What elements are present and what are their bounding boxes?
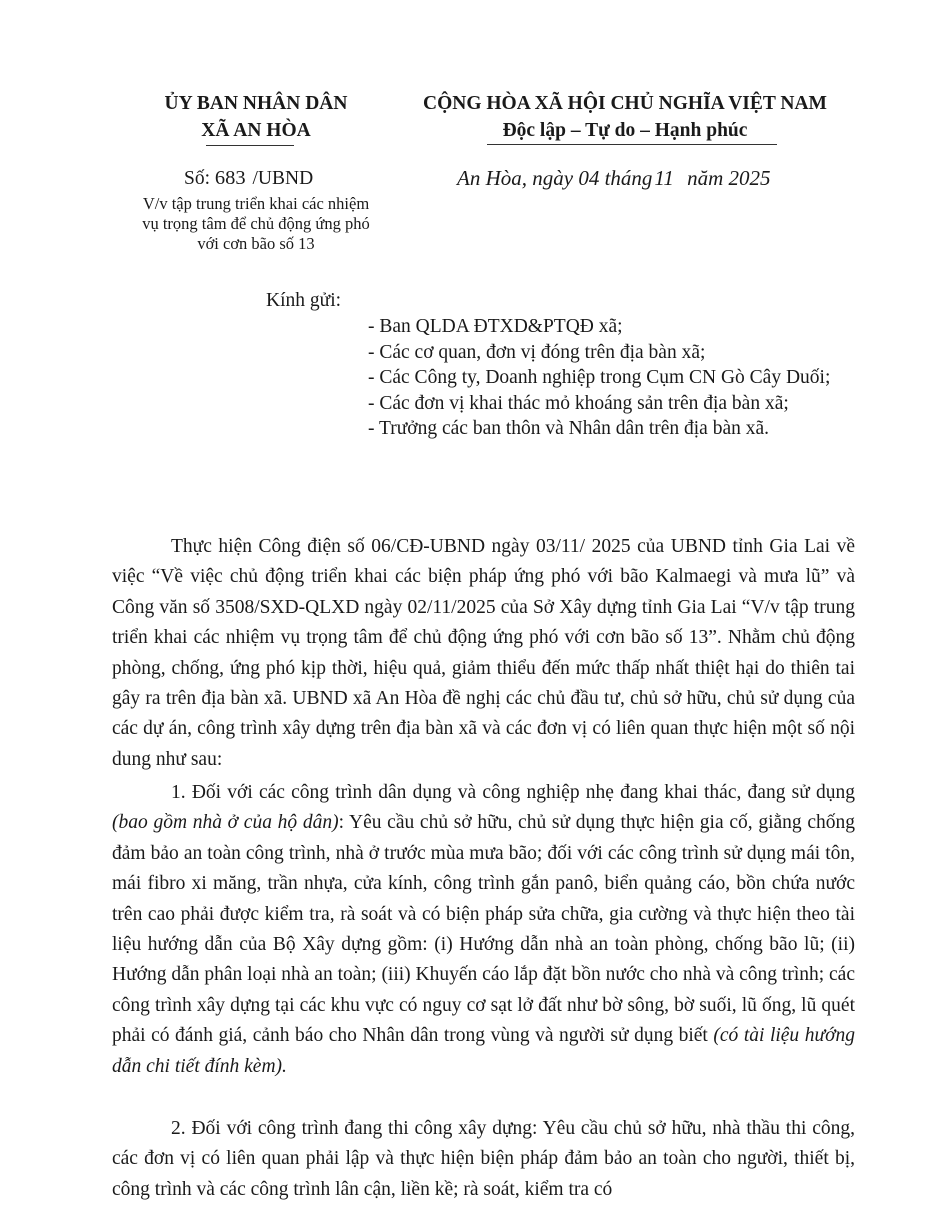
document-date [457, 166, 771, 191]
date-month: 11 [654, 166, 674, 190]
authority-line-1: ỦY BAN NHÂN DÂN [164, 93, 348, 114]
motto-underline [487, 144, 777, 145]
subject-line-1: V/v tập trung triển khai các nhiệm [142, 194, 370, 213]
document-number [184, 167, 364, 190]
intro-paragraph: Thực hiện Công điện số 06/CĐ-UBND ngày 03/11/ 2025 của UBND tỉnh Gia Lai về việc “Về việc chủ động triển khai các biện pháp ứng phó với bão Kalmaegi và mưa lũ” và Công văn số 3508/SXD-QLXD ngày 02/11/2025 của Sở Xây dựng tỉnh Gia Lai “V/v tập trung triển khai các nhiệm vụ trọng tâm để chủ động ứng phó với cơn bão số 13”. Nhằm chủ động phòng, chống, ứng phó kịp thời, hiệu quả, giảm thiểu đến mức thấp nhất thiệt hại do thiên tai gây ra trên địa bàn xã. UBND xã An Hòa đề nghị các chủ đầu tư, chủ sở hữu, chủ sử dụng của các dự án, công trình xây dựng trên địa bàn xã và các đơn vị có liên quan thực hiện một số nội dung như sau: [112, 536, 855, 770]
recipient-item: - Các cơ quan, đơn vị đóng trên địa bàn xã; [368, 341, 706, 363]
subject-line-2: vụ trọng tâm để chủ động ứng phó [142, 214, 370, 233]
item-1-attachment-note: (có tài liệu hướng dẫn chi tiết đính kèm). [112, 1025, 856, 1077]
national-title [400, 90, 850, 144]
item-2-paragraph: 2. Đối với công trình đang thi công xây dựng: Yêu cầu chủ sở hữu, nhà thầu thi công, các đơn vị có liên quan phải lập và thực hiện biện pháp đảm bảo an toàn cho người, thiết bị, công trình và các công trình lân cận, liền kề; rà soát, kiểm tra có [112, 1118, 855, 1200]
subject-line-3: với cơn bão số 13 [197, 234, 315, 253]
recipient-item: - Các đơn vị khai thác mỏ khoáng sản trên địa bàn xã; [368, 392, 789, 414]
document-number-suffix: /UBND [252, 168, 314, 189]
recipient-item: - Các Công ty, Doanh nghiệp trong Cụm CN Gò Cây Duối; [368, 367, 831, 388]
date-day: 04 [578, 166, 600, 190]
document-number-prefix: Số: [184, 168, 211, 189]
item-1-italic-note: (bao gồm nhà ở của hộ dân) [112, 812, 339, 834]
issuing-authority [133, 90, 379, 144]
recipients-list [368, 314, 858, 442]
date-place: An Hòa, ngày [457, 166, 574, 190]
item-1-text-a: 1. Đối với các công trình dân dụng và công nghiệp nhẹ đang khai thác, đang sử dụng [171, 782, 855, 803]
date-year: năm 2025 [687, 166, 771, 190]
document-subject [120, 194, 392, 254]
national-motto: Độc lập – Tự do – Hạnh phúc [502, 120, 748, 141]
authority-underline [206, 145, 294, 146]
recipients-label: Kính gửi: [266, 290, 342, 311]
recipient-item: - Trưởng các ban thôn và Nhân dân trên địa bàn xã. [368, 418, 770, 439]
document-number-value: 683 [214, 167, 246, 189]
recipient-item: - Ban QLDA ĐTXD&PTQĐ xã; [368, 316, 623, 337]
item-1-text-b: : Yêu cầu chủ sở hữu, chủ sử dụng thực hiện gia cố, giằng chống đảm bảo an toàn công trình, nhà ở trước mùa mưa bão; đối với các công trình sử dụng mái tôn, mái fibro xi măng, trần nhựa, cửa kính, công trình gắn panô, biển quảng cáo, bồn chứa nước trên cao phải được kiểm tra, rà soát và có biện pháp sửa chữa, gia cường và thực hiện theo tài liệu hướng dẫn của Bộ Xây dựng gồm: (i) Hướng dẫn nhà an toàn phòng, chống bão lũ; (ii) Hướng dẫn phân loại nhà an toàn; (iii) Khuyến cáo lắp đặt bồn nước cho nhà và công trình; các công trình xây dựng tại các khu vực có nguy cơ sạt lở đất như bờ sông, bờ suối, lũ ống, lũ quét phải có đánh giá, cảnh báo cho Nhân dân trong vùng và người sử dụng biết [112, 812, 855, 1047]
national-title-line-1: CỘNG HÒA XÃ HỘI CHỦ NGHĨA VIỆT NAM [423, 93, 827, 114]
date-month-label: tháng [604, 166, 653, 190]
item-1-paragraph [112, 778, 855, 1082]
authority-line-2: XÃ AN HÒA [201, 120, 311, 141]
